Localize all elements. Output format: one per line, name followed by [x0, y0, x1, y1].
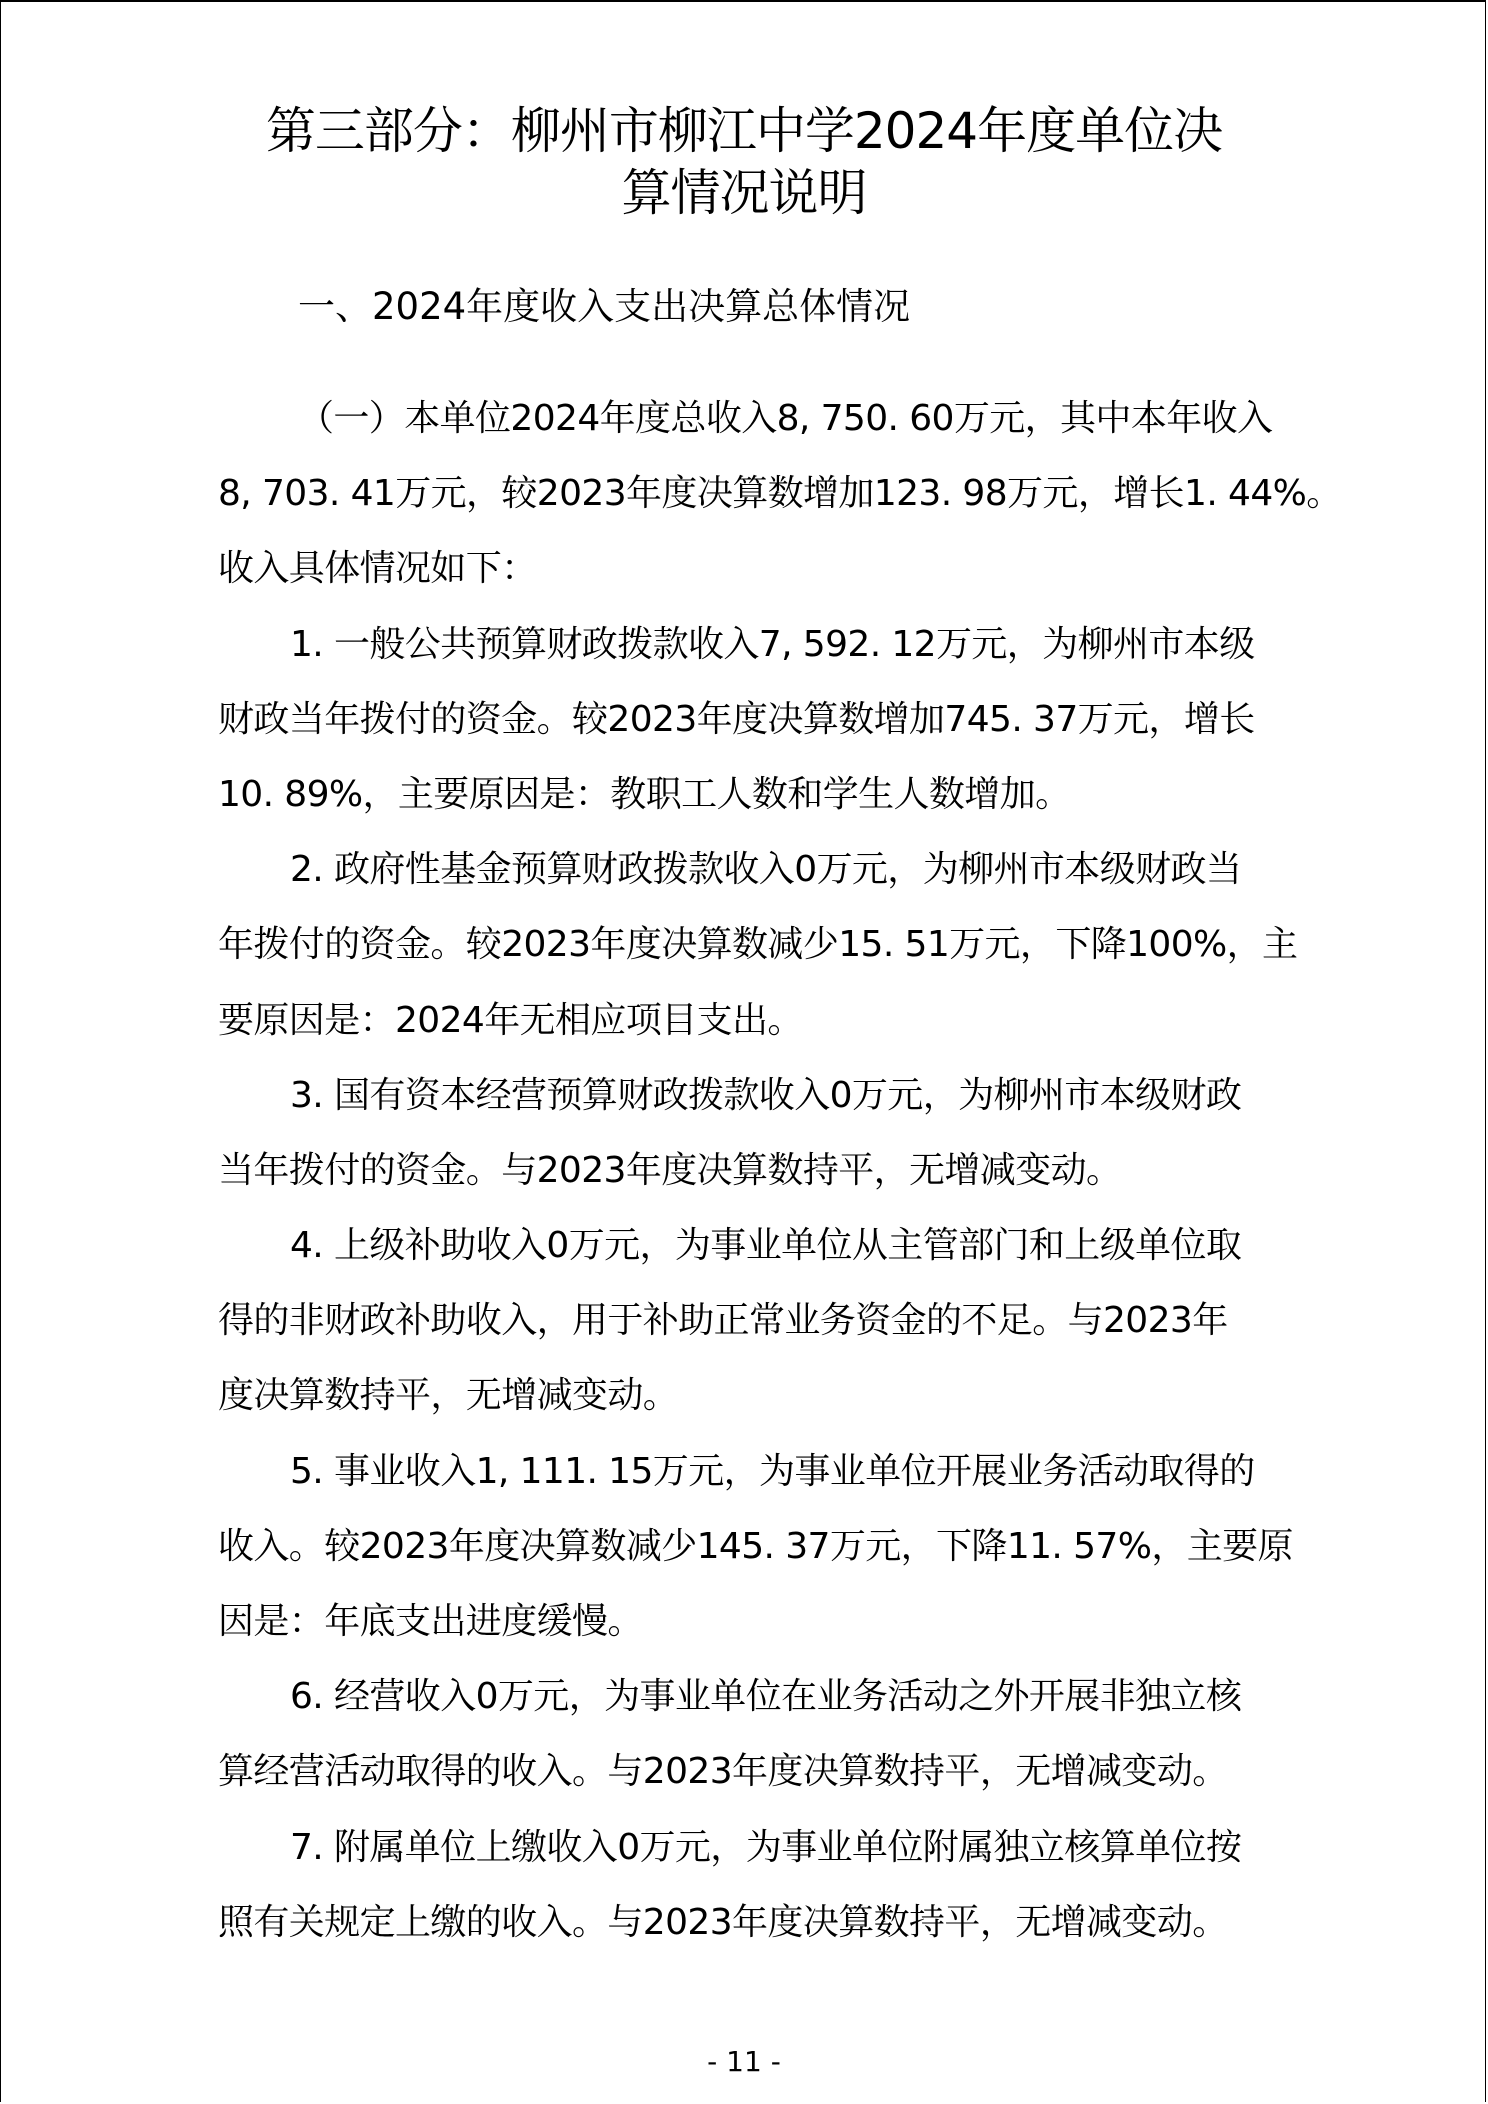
paragraph-line: 得的非财政补助收入，用于补助正常业务资金的不足。与2023年	[218, 1300, 1228, 1342]
section-heading: 一、2024年度收入支出决算总体情况	[298, 285, 911, 328]
paragraph-line: 7. 附属单位上缴收入0万元，为事业单位附属独立核算单位按	[290, 1826, 1242, 1868]
paragraph-line: 算经营活动取得的收入。与2023年度决算数持平，无增减变动。	[218, 1751, 1228, 1793]
document-title	[200, 100, 1288, 224]
paragraph-line: 6. 经营收入0万元，为事业单位在业务活动之外开展非独立核	[290, 1676, 1242, 1718]
paragraph-line: 照有关规定上缴的收入。与2023年度决算数持平，无增减变动。	[218, 1901, 1228, 1943]
paragraph-line: 4. 上级补助收入0万元，为事业单位从主管部门和上级单位取	[290, 1225, 1242, 1267]
paragraph-line: 度决算数持平，无增减变动。	[218, 1375, 679, 1417]
paragraph-line: 财政当年拨付的资金。较2023年度决算数增加745. 37万元，增长	[218, 698, 1255, 740]
paragraph-line: 当年拨付的资金。与2023年度决算数持平，无增减变动。	[218, 1149, 1122, 1191]
paragraph-line: 要原因是：2024年无相应项目支出。	[218, 999, 803, 1041]
title-line-1: 第三部分：柳州市柳江中学2024年度单位决	[265, 102, 1223, 160]
paragraph-line: 因是：年底支出进度缓慢。	[218, 1601, 643, 1642]
paragraph-line: 1. 一般公共预算财政拨款收入7, 592. 12万元，为柳州市本级	[290, 623, 1255, 665]
paragraph-line: 5. 事业收入1, 111. 15万元，为事业单位开展业务活动取得的	[290, 1450, 1255, 1492]
page-number: - 11 -	[707, 2045, 781, 2078]
paragraph-line: 收入。较2023年度决算数减少145. 37万元，下降11. 57%，主要原	[218, 1525, 1293, 1567]
paragraph-line: （一）本单位2024年度总收入8, 750. 60万元，其中本年收入	[298, 398, 1273, 439]
paragraph-line: 10. 89%，主要原因是：教职工人数和学生人数增加。	[218, 773, 1071, 815]
body-text	[218, 392, 1342, 1971]
paragraph-line: 2. 政府性基金预算财政拨款收入0万元，为柳州市本级财政当	[290, 849, 1242, 891]
paragraph-line: 3. 国有资本经营预算财政拨款收入0万元，为柳州市本级财政	[290, 1074, 1242, 1116]
title-line-2: 算情况说明	[621, 164, 867, 222]
paragraph-line: 收入具体情况如下：	[218, 548, 537, 590]
paragraph-line: 年拨付的资金。较2023年度决算数减少15. 51万元，下降100%，主	[218, 924, 1298, 966]
paragraph-line: 8, 703. 41万元，较2023年度决算数增加123. 98万元，增长1. 44%。	[218, 473, 1342, 515]
